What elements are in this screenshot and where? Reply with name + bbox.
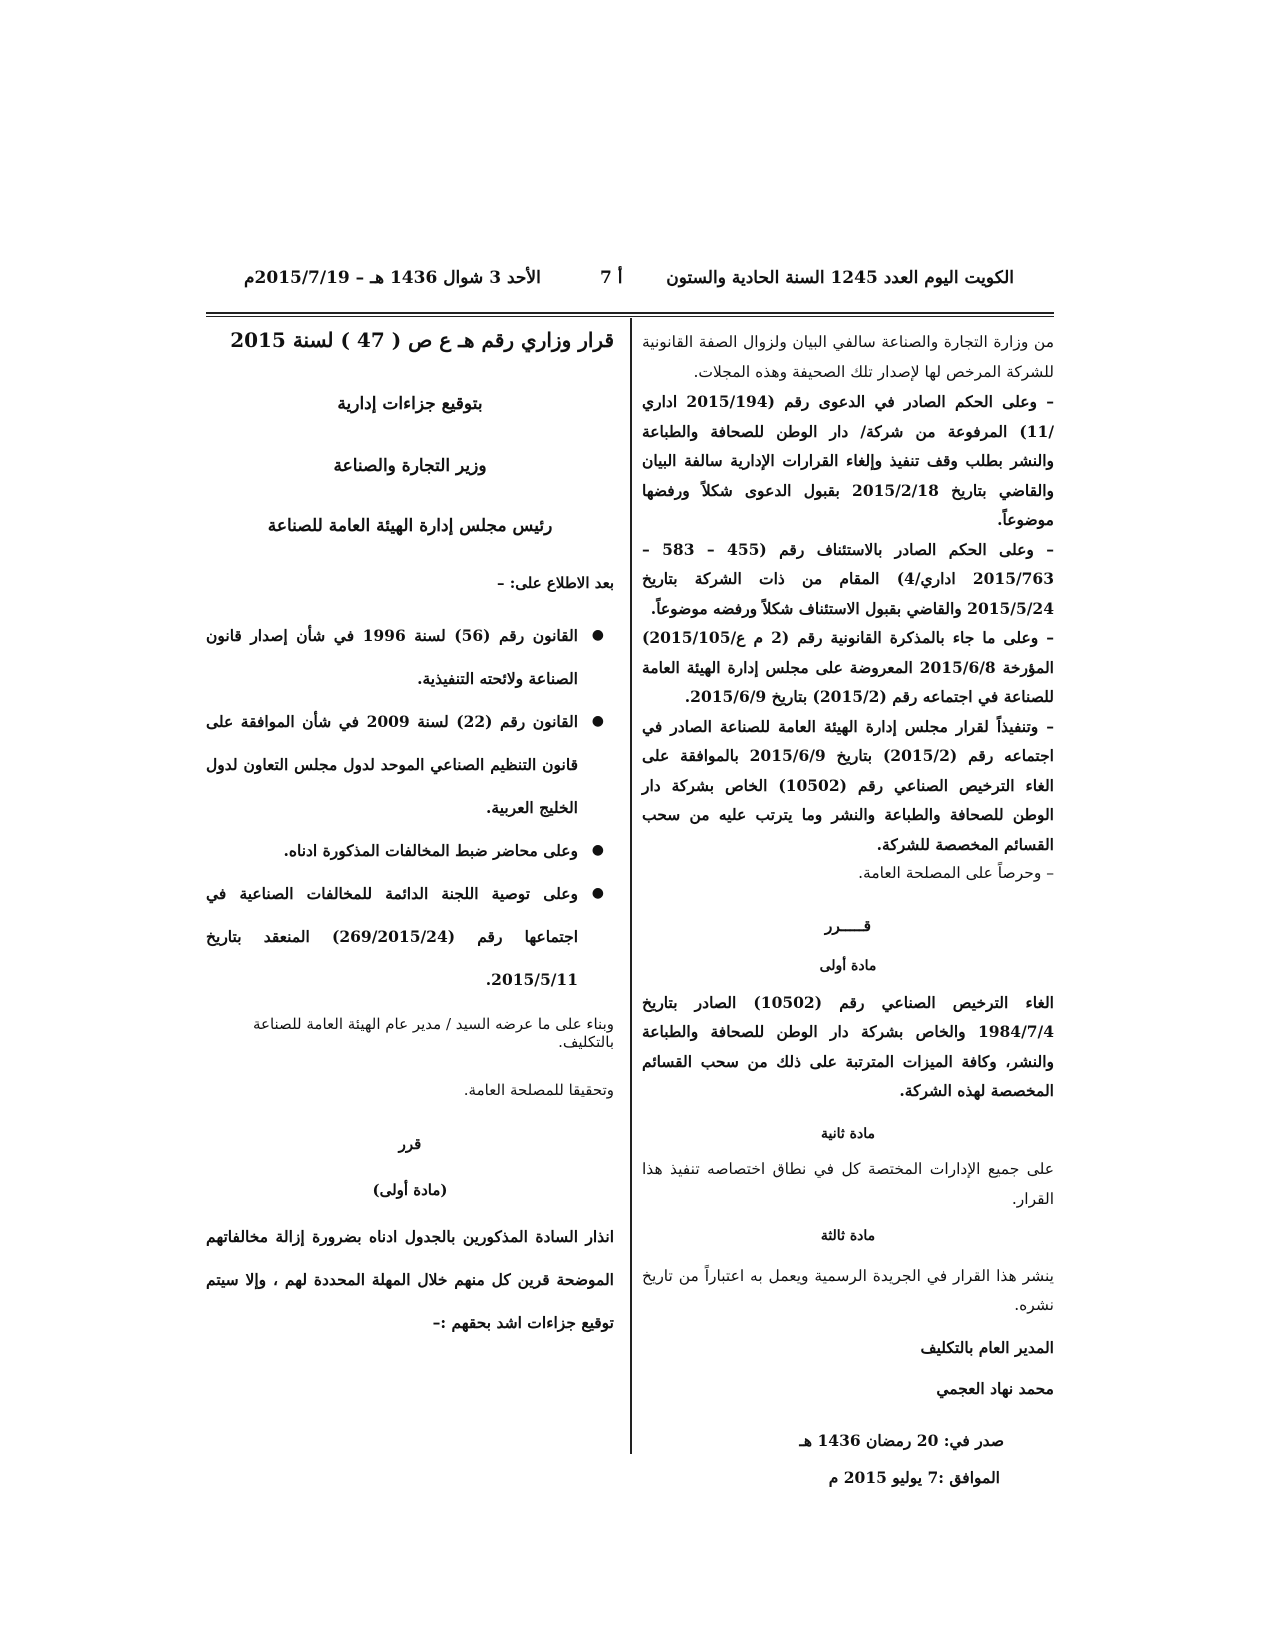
bullet-icon: ●	[591, 842, 604, 858]
list-item: ● القانون رقم (56) لسنة 1996 في شأن إصدار قانون الصناعة ولائحته التنفيذية.	[206, 614, 614, 700]
issued-date: صدر في: 20 رمضان 1436 هـ	[799, 1430, 1004, 1450]
decree-title: قرار وزاري رقم هـ ع ص ( 47 ) لسنة 2015	[230, 328, 614, 352]
list-item: ● وعلى محاضر ضبط المخالفات المذكورة ادناه.	[206, 829, 614, 872]
right-paragraph: – وحرصاً على المصلحة العامة.	[858, 864, 1054, 882]
decree-subtitle: بتوقيع جزاءات إدارية	[337, 394, 483, 414]
corresponding-date: الموافق :7 يوليو 2015 م	[828, 1468, 1000, 1487]
article3-text: ينشر هذا القرار في الجريدة الرسمية ويعمل به اعتباراً من تاريخ نشره.	[642, 1266, 1054, 1314]
article1-title: مادة أولى	[819, 958, 877, 974]
list-item: ● القانون رقم (22) لسنة 2009 في شأن الموافقة على قانون التنظيم الصناعي الموحد لدول مجلس التعاون لدول الخليج العربية.	[206, 700, 614, 829]
right-paragraph: – وتنفيذاً لقرار مجلس إدارة الهيئة العامة للصناعة الصادر في اجتماعه رقم (2015/2) بتاريخ 2015/6/9 بالموافقة على الغاء الترخيص الصناعي رقم (10502) الخاص بشركة دار الوطن للصحافة والطباعة والنشر وما يترتب عليه من سحب القسائم المخصصة للشركة.	[642, 716, 1054, 854]
article2-title: مادة ثانية	[821, 1125, 875, 1142]
article2-text: على جميع الإدارات المختصة كل في نطاق اختصاصه تنفيذ هذا القرار.	[642, 1160, 1054, 1208]
based-on-text: وبناء على ما عرضه السيد / مدير عام الهيئة العامة للصناعة بالتكليف.	[252, 1015, 614, 1051]
right-paragraph: – وعلى ما جاء بالمذكرة القانونية رقم (2 م ع/2015/105) المؤرخة 2015/6/8 المعروضة على مجلس إدارة الهيئة العامة للصناعة في اجتماعه رقم (2015/2) بتاريخ 2015/6/9.	[642, 628, 1054, 706]
right-paragraph: – وعلى الحكم الصادر بالاستئناف رقم (455 – 583 – 2015/763 اداري/4) المقام من ذات الشركة بتاريخ 2015/5/24 والقاضي بقبول الاستئناف شكلاً ورفضه موضوعاً.	[642, 539, 1054, 618]
header-publication: الكويت اليوم العدد 1245 السنة الحادية والستون	[666, 268, 1014, 288]
decided-heading-left: قرر	[398, 1135, 422, 1153]
decided-heading: قـــــرر	[824, 915, 872, 935]
minister-title: وزير التجارة والصناعة	[333, 456, 487, 476]
page-header	[244, 268, 1014, 298]
right-paragraph: من وزارة التجارة والصناعة سالفي البيان ولزوال الصفة القانونية للشركة المرخص لها لإصدار تلك الصحيفة وهذه المجلات.	[642, 333, 1054, 381]
right-paragraph: – وعلى الحكم الصادر في الدعوى رقم (2015/194 اداري /11) المرفوعة من شركة/ دار الوطن للصحافة والطباعة والنشر بطلب وقف تنفيذ وإلغاء القرارات الإدارية سالفة البيان والقاضي بتاريخ 2015/2/18 بقبول الدعوى شكلاً ورفضها موضوعاً.	[642, 392, 1054, 529]
right-column	[642, 328, 1054, 1493]
chairman-title: رئيس مجلس إدارة الهيئة العامة للصناعة	[267, 516, 553, 536]
article1-text: الغاء الترخيص الصناعي رقم (10502) الصادر بتاريخ 1984/7/4 والخاص بشركة دار الوطن للصحافة والطباعة والنشر، وكافة الميزات المترتبة على ذلك من سحب القسائم المخصصة لهذه الشركة.	[642, 992, 1054, 1100]
bullet-icon: ●	[591, 885, 604, 901]
after-review: بعد الاطلاع على: –	[497, 574, 614, 592]
bullet-icon: ●	[591, 627, 604, 643]
header-date: الأحد 3 شوال 1436 هـ – 2015/7/19م	[244, 268, 541, 288]
signer-title: المدير العام بالتكليف	[920, 1337, 1054, 1357]
left-column	[206, 328, 614, 1344]
list-item: ● وعلى توصية اللجنة الدائمة للمخالفات الصناعية في اجتماعها رقم (269/2015/24) المنعقد بتاريخ 2015/5/11.	[206, 872, 614, 1001]
left-article1-text: انذار السادة المذكورين بالجدول ادناه بضرورة إزالة مخالفاتهم الموضحة قرين كل منهم خلال المهلة المحددة لهم ، وإلا سيتم توقيع جزاءات اشد بحقهم :–	[206, 1227, 614, 1332]
column-divider	[630, 318, 632, 1454]
left-article1-title: (مادة أولى)	[372, 1181, 448, 1199]
header-rule-thin	[206, 316, 1054, 317]
header-page-number: أ 7	[600, 268, 623, 288]
review-list	[206, 614, 614, 1001]
signer-name: محمد نهاد العجمي	[936, 1379, 1054, 1398]
public-interest-text: وتحقيقا للمصلحة العامة.	[463, 1081, 614, 1099]
article3-title: مادة ثالثة	[820, 1228, 876, 1244]
header-rule-thick	[206, 312, 1054, 314]
bullet-icon: ●	[591, 713, 604, 729]
